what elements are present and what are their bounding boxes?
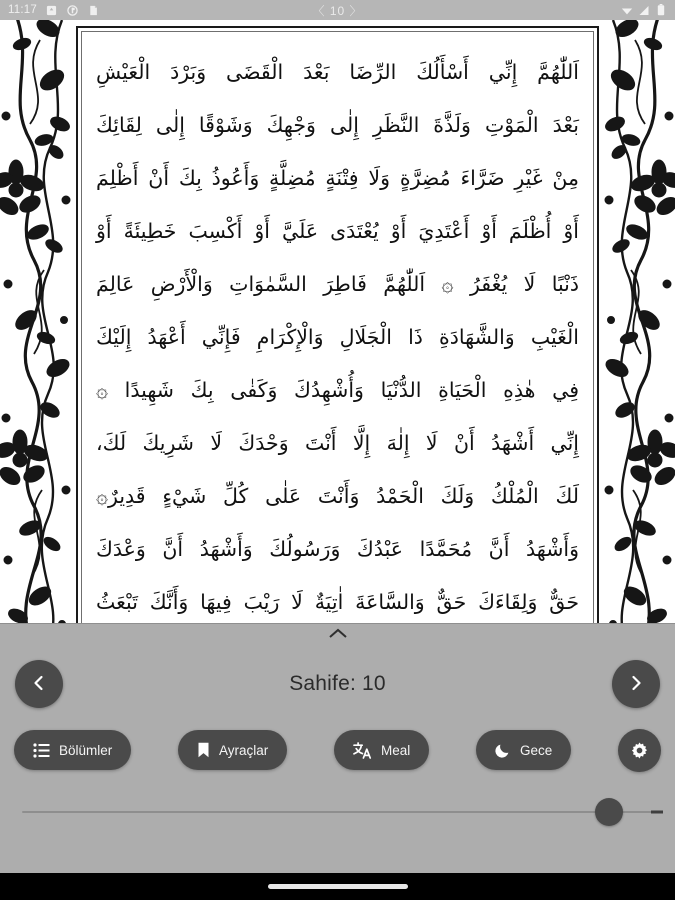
chevron-up-icon — [328, 626, 348, 644]
page-slider-end-cap — [651, 811, 663, 814]
panel-collapse-handle[interactable] — [0, 626, 675, 644]
arabic-line: اَللّٰهُمَّ إِنِّي أَسْأَلُكَ الرِّضَا بَعْدَ الْقَضَى وَبَرْدَ الْعَيْشِ — [96, 60, 579, 84]
arabic-line: فِي هٰذِهِ الْحَيَاةِ الدُّنْيَا وَأُشْهِدُكَ وَكَفٰى بِكَ شَهِيدًا ۞ — [96, 378, 579, 402]
page-navigation-row — [0, 648, 675, 720]
next-page-button[interactable] — [612, 660, 660, 708]
night-mode-button[interactable] — [476, 730, 571, 770]
bookmarks-button[interactable] — [178, 730, 287, 770]
ornament-border-right — [599, 20, 675, 640]
home-gesture-pill[interactable] — [268, 884, 408, 889]
chevron-left-icon — [30, 674, 48, 695]
status-bar-left — [8, 4, 100, 16]
arabic-line: أَوْ أُظْلَمَ أَوْ أَعْتَدِيَ أَوْ يُعْتَدَى عَلَيَّ أَوْ أَكْسِبَ خَطِيئَةً أَوْ — [96, 219, 579, 243]
page-slider-track[interactable] — [22, 811, 653, 813]
translate-icon — [353, 742, 372, 759]
battery-icon — [655, 4, 667, 16]
page-number-label: Sahife: 10 — [289, 672, 386, 695]
arabic-line: مِنْ غَيْرِ ضَرَّاءَ مُضِرَّةٍ وَلَا فِتْنَةٍ مُضِلَّةٍ وَأَعُوذُ بِكَ أَنْ أَظْلِمَ — [96, 166, 579, 190]
bottom-control-panel — [0, 623, 675, 873]
arabic-line: إِنِّي أَشْهَدُ أَنْ لَا إِلٰهَ إِلَّا أَنْتَ وَحْدَكَ لَا شَرِيكَ لَكَ، — [96, 431, 579, 455]
arabic-line: الْغَيْبِ وَالشَّهَادَةِ ذَا الْجَلَالِ وَالْإِكْرَامِ فَإِنِّي أَعْهَدُ إِلَيْكَ — [96, 325, 579, 349]
arabic-line: بَعْدَ الْمَوْتِ وَلَذَّةَ النَّظَرِ إِلٰى وَجْهِكَ وَشَوْقًا إِلٰى لِقَائِكَ — [96, 113, 579, 137]
list-icon — [33, 743, 50, 758]
ornament-border-left — [0, 20, 76, 640]
reader-page[interactable] — [0, 20, 675, 640]
page-slider-row — [0, 792, 675, 832]
translation-button-label: Meal — [381, 742, 411, 758]
previous-page-button[interactable] — [15, 660, 63, 708]
night-mode-button-label: Gece — [519, 742, 553, 758]
arabic-text-block — [96, 46, 579, 629]
action-button-row — [0, 720, 675, 780]
app-notification-icon — [67, 4, 79, 16]
arabic-line: ذَنْبًا لَا يُغْفَرُ ۞ اَللّٰهُمَّ فَاطِرَ السَّمٰوَاتِ وَالْأَرْضِ عَالِمَ — [96, 272, 579, 296]
translation-button[interactable] — [334, 730, 429, 770]
gear-icon — [630, 741, 649, 760]
moon-icon — [495, 742, 511, 758]
status-bar — [0, 0, 675, 20]
bookmarks-button-label: Ayraçlar — [219, 742, 269, 758]
page-slider-thumb[interactable] — [595, 798, 623, 826]
status-clock: 11:17 — [8, 4, 37, 16]
arabic-line: وَأَشْهَدُ أَنَّ مُحَمَّدًا عَبْدُكَ وَرَسُولُكَ وَأَشْهَدُ أَنَّ وَعْدَكَ — [96, 537, 579, 561]
android-navigation-bar — [0, 873, 675, 900]
arabic-line: لَكَ الْمُلْكُ وَلَكَ الْحَمْدُ وَأَنْتَ عَلٰى كُلِّ شَيْءٍ قَدِيرٌ۞ — [96, 484, 579, 508]
settings-button[interactable] — [618, 729, 661, 772]
status-page-indicator: 〈 10 〉 — [312, 3, 363, 18]
page-frame — [76, 26, 599, 640]
sections-button[interactable] — [14, 730, 131, 770]
bookmark-icon — [197, 742, 210, 758]
file-icon — [88, 4, 100, 16]
arabic-line: حَقٌّ وَلِقَاءَكَ حَقٌّ وَالسَّاعَةَ اٰتِيَةٌ لَا رَيْبَ فِيهَا وَأَنَّكَ تَبْعَثُ — [96, 590, 579, 614]
sections-button-label: Bölümler — [59, 742, 113, 758]
status-bar-right — [621, 4, 667, 16]
signal-icon — [638, 4, 650, 16]
chevron-right-icon — [627, 674, 645, 695]
wifi-icon — [621, 4, 633, 16]
screenshot-icon — [46, 4, 58, 16]
page-frame-inner — [81, 31, 594, 639]
